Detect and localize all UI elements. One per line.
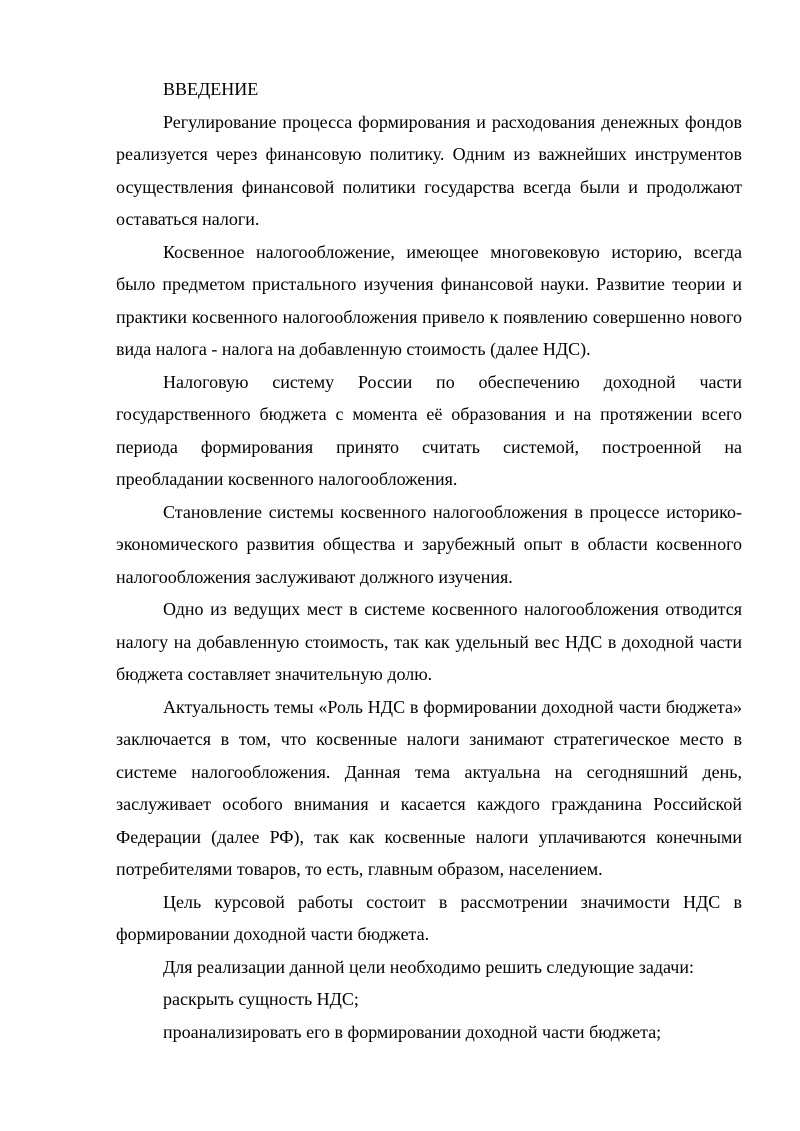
paragraph-4: Становление системы косвенного налогообложения в процессе историко-экономического развития общества и зарубежный опыт в области косвенного налогообложения заслуживают должного изучения. (116, 501, 742, 587)
paragraph-3: Налоговую систему России по обеспечению доходной части государственного бюджета с момента её образования и на протяжении всего периода формирования принято считать системой, построенной на преобладании косвенного налогообложения. (116, 371, 742, 489)
paragraph-1: Регулирование процесса формирования и расходования денежных фондов реализуется через финансовую политику. Одним из важнейших инструментов осуществления финансовой политики государства всегда были и продолжают оставаться налоги. (116, 111, 742, 229)
section-heading: ВВЕДЕНИЕ (163, 79, 259, 99)
paragraph-6: Актуальность темы «Роль НДС в формировании доходной части бюджета» заключается в том, что косвенные налоги занимают стратегическое место в системе налогообложения. Данная тема актуальна на сегодняшний день, заслуживает особого внимания и касается каждого гражданина Российской Федерации (далее РФ), так как косвенные налоги уплачиваются конечными потребителями товаров, то есть, главным образом, населением. (116, 696, 742, 879)
paragraph-7: Цель курсовой работы состоит в рассмотрении значимости НДС в формировании доходной части бюджета. (116, 891, 742, 944)
tasks-intro: Для реализации данной цели необходимо решить следующие задачи: (163, 956, 694, 977)
paragraph-5: Одно из ведущих мест в системе косвенного налогообложения отводится налогу на добавленную стоимость, так как удельный вес НДС в доходной части бюджета составляет значительную долю. (116, 599, 742, 684)
task-item-2: проанализировать его в формировании доходной части бюджета; (163, 1021, 662, 1042)
paragraph-2: Косвенное налогообложение, имеющее многовековую историю, всегда было предметом пристального изучения финансовой науки. Развитие теории и практики косвенного налогообложения привело к появлению совершенно нового вида налога - налога на добавленную стоимость (далее НДС). (116, 241, 742, 359)
task-item-1: раскрыть сущность НДС; (163, 989, 359, 1009)
